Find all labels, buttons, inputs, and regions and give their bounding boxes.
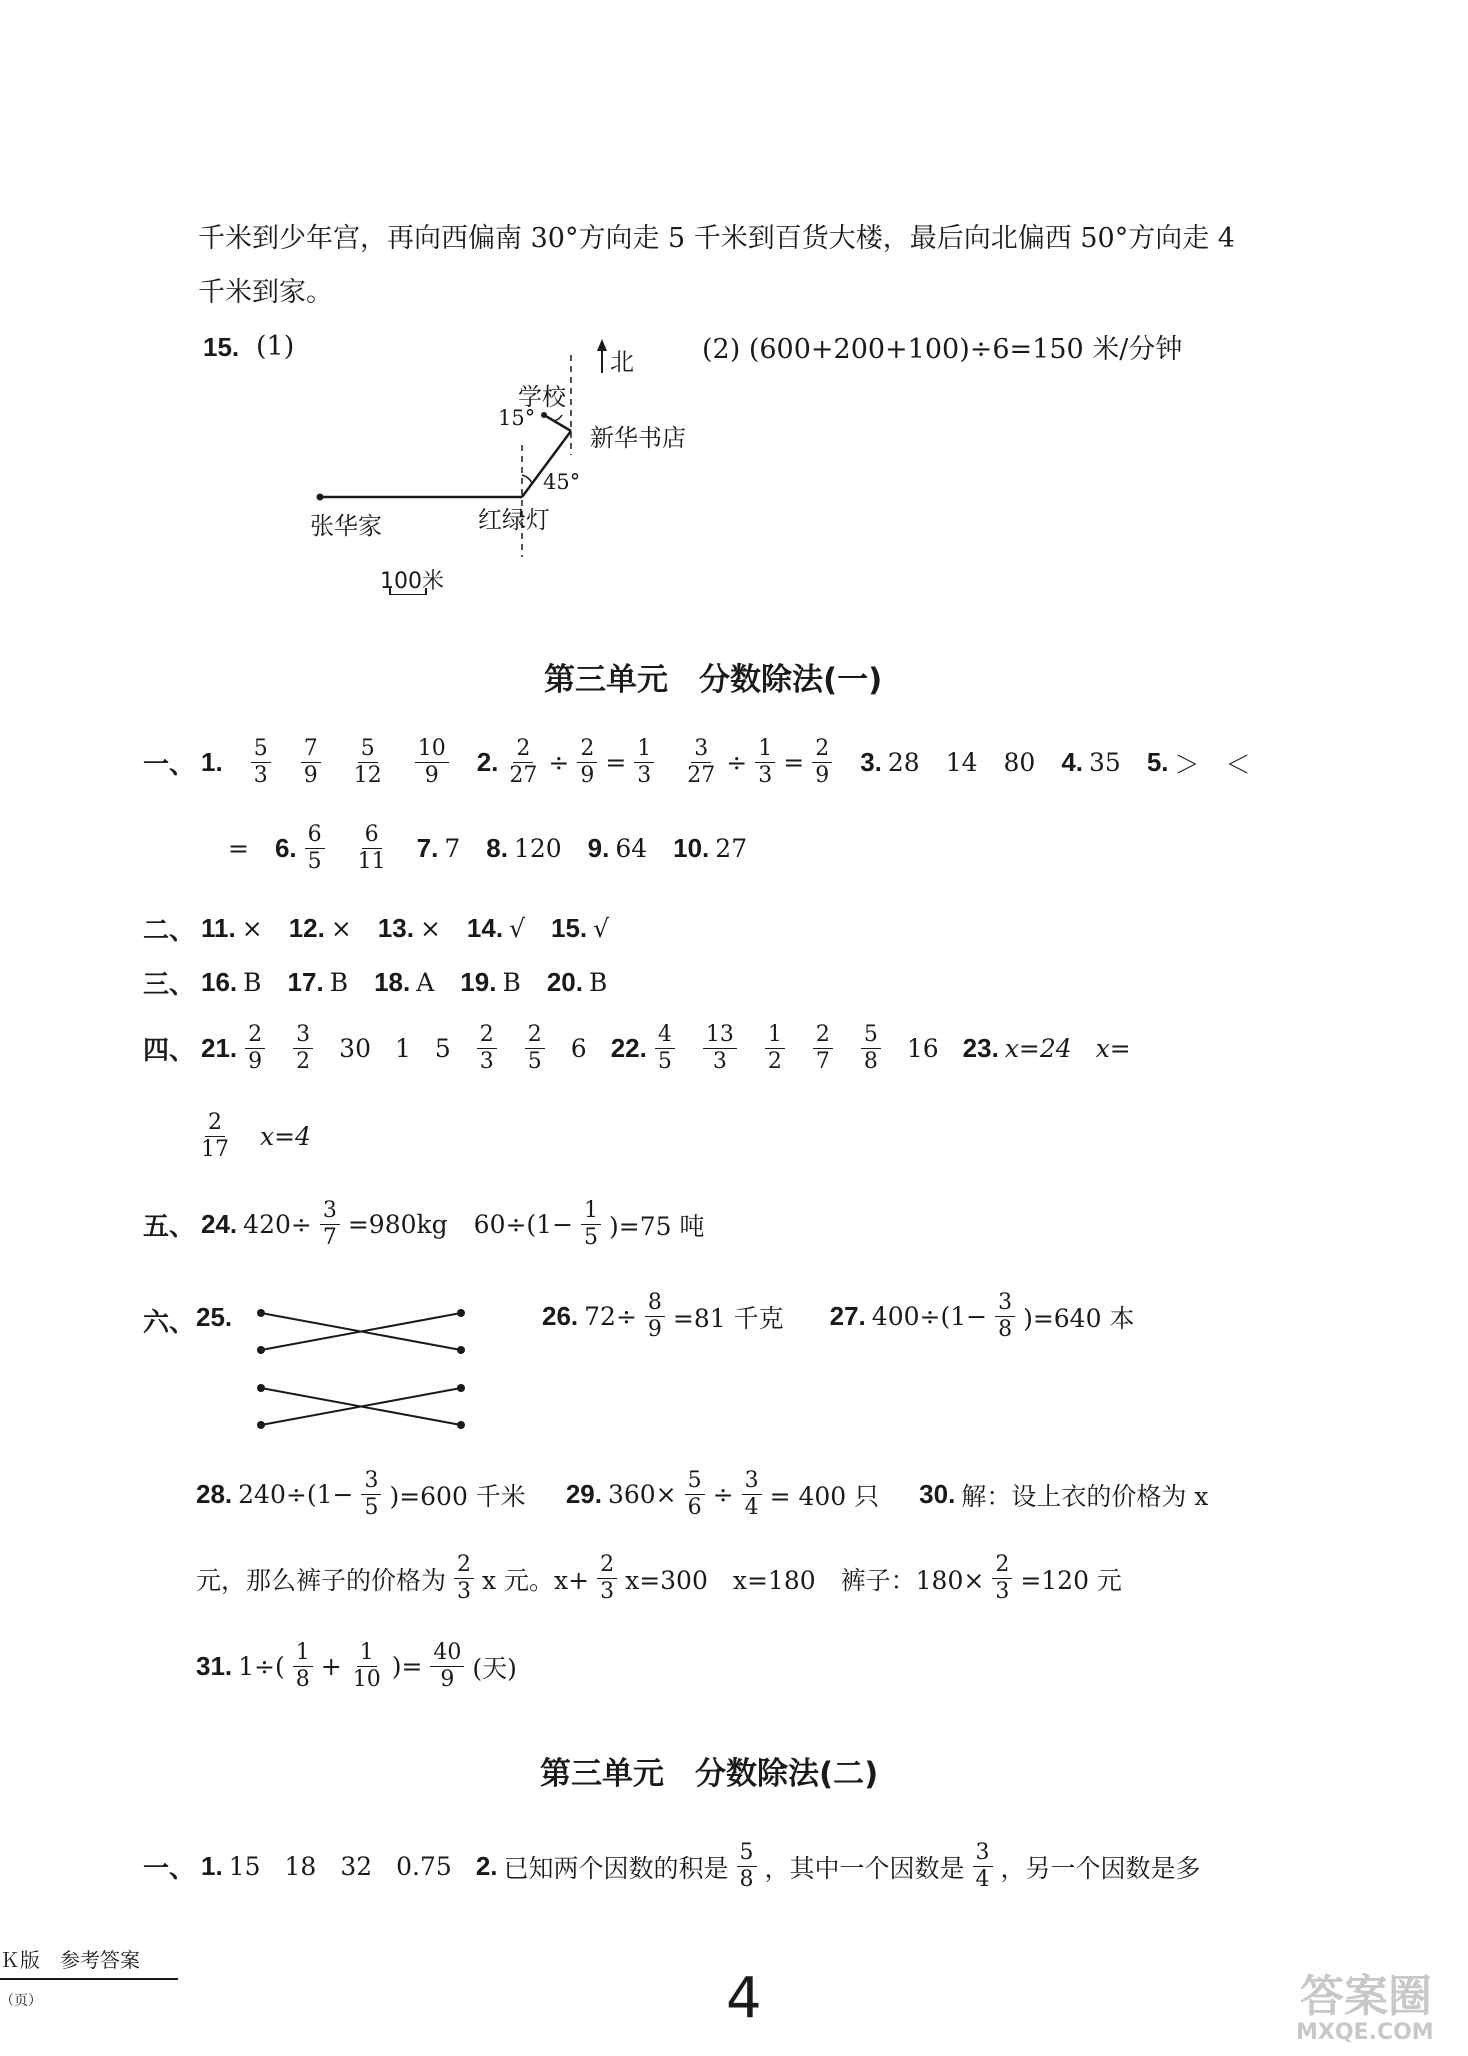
page-number: 4 <box>726 1966 762 2031</box>
fraction: $\frac{5}{12}$ <box>353 736 382 788</box>
match-dot <box>257 1346 265 1354</box>
match-dot <box>457 1384 465 1392</box>
s6-prefix: 六、 <box>143 1307 196 1337</box>
north-arrow-icon <box>597 339 607 351</box>
q25-label: 25. <box>196 1302 233 1332</box>
match-dot <box>457 1421 465 1429</box>
footer-left-label: Ｋ版 参考答案 <box>0 1948 140 1972</box>
map-school-label: 学校 <box>518 383 566 411</box>
s1-line2: = 6. $\frac{6}{5}$ $\frac{6}{11}$ 7. 7 8. 120 9. 64 10. 27 <box>228 822 748 874</box>
angle-arc-45 <box>522 475 532 483</box>
s4-line1: 四、 21. $\frac{2}{9}$ $\frac{3}{2}$ 30 1 5 $\frac{2}{3}$ $\frac{2}{5}$ 6 22. $\frac{4}{5}$ $\frac{13}{3}$ $\frac{1}{2}$ $\frac{2}{7}$ $\frac{5}{8}$ 16 23. x=24 x= <box>143 1022 1131 1074</box>
fraction: $\frac{7}{9}$ <box>301 736 321 789</box>
intro-line-1: 千米到少年宫，再向西偏南 30°方向走 5 千米到百货大楼，最后向北偏西 50°方向走 4 <box>198 223 1235 254</box>
match-dot <box>257 1384 265 1392</box>
map-angle-15: 15° <box>498 406 536 430</box>
watermark-logo: 答案圈 <box>1300 1971 1432 2022</box>
footer-rule <box>0 1978 178 1980</box>
matching-lines-diagram <box>250 1300 480 1440</box>
match-dot <box>257 1421 265 1429</box>
s1-line1: 一、 1. $\frac{5}{3}$ $\frac{7}{9}$ $\frac{5}{12}$ $\frac{10}{9}$ 2. $\frac{2}{27}$ ÷ $\frac{2}{9}$ = $\frac{1}{3}$ $\frac{3}{27}$ ÷ $\frac{1}{3}$ = $\frac{2}{9}$ 3. 28 14 80 4. 35 5. ＞ ＜ <box>143 736 1251 788</box>
map-bookstore-label: 新华书店 <box>590 424 686 452</box>
map-light-label: 红绿灯 <box>478 506 550 534</box>
unit3b-line1: 一、 1. 15 18 32 0.75 2. 已知两个因数的积是 $\frac{5}{8}$ ，其中一个因数是 $\frac{3}{4}$ ，另一个因数是多 <box>143 1840 1201 1892</box>
q30-line2: 元，那么裤子的价格为 $\frac{2}{3}$ x 元。x+ $\frac{2}{3}$ x=300 x=180 裤子：180× $\frac{2}{3}$ =120 元 <box>196 1552 1122 1604</box>
q28-q30-line: 28. 240÷(1− $\frac{3}{5}$ )=600 千米 29. 360× $\frac{5}{6}$ ÷ $\frac{3}{4}$ = 400 只 30. 解：设上衣的价格为 x <box>196 1468 1209 1520</box>
footer-left-sub: （页） <box>0 1993 42 2009</box>
q15-label: 15. <box>203 332 240 362</box>
s4-line2: $\frac{2}{17}$ x=4 <box>201 1110 311 1162</box>
angle-arc-15 <box>554 415 562 421</box>
q15-part2: (2) (600+200+100)÷6=150 米/分钟 <box>702 334 1183 365</box>
map-angle-45: 45° <box>543 470 581 494</box>
school-point <box>541 412 547 418</box>
watermark-url: MXQE.COM <box>1296 2020 1434 2045</box>
route-school-bookstore <box>544 415 571 431</box>
match-dot <box>257 1309 265 1317</box>
fraction: $\frac{5}{3}$ <box>251 736 271 789</box>
map-scale-label: 100米 <box>380 569 444 594</box>
map-north-label: 北 <box>610 348 634 376</box>
intro-line-2: 千米到家。 <box>198 277 333 308</box>
q26-q27-line: 26. 72÷ $\frac{8}{9}$ =81 千克 27. 400÷(1− $\frac{3}{8}$ )=640 本 <box>542 1290 1135 1342</box>
match-dot <box>457 1346 465 1354</box>
q15-part1: (1) <box>256 331 295 362</box>
s3-line: 三、 16. B 17. B 18. A 19. B 20. B <box>143 967 608 999</box>
match-dot <box>457 1309 465 1317</box>
unit3a-title: 第三单元 分数除法(一) <box>544 662 883 698</box>
s2-line: 二、 11. × 12. × 13. × 14. √ 15. √ <box>143 913 610 945</box>
home-point <box>317 494 324 501</box>
fraction: $\frac{10}{9}$ <box>415 736 449 789</box>
map-home-label: 张华家 <box>310 512 382 540</box>
unit3b-title: 第三单元 分数除法(二) <box>540 1756 879 1792</box>
s5-line: 五、 24. 420÷ $\frac{3}{7}$ =980kg 60÷(1− $\frac{1}{5}$ )=75 吨 <box>143 1198 705 1250</box>
route-map-diagram <box>300 335 720 595</box>
q31-line: 31. 1÷( $\frac{1}{8}$ + $\frac{1}{10}$ )= $\frac{40}{9}$ (天) <box>196 1640 517 1692</box>
